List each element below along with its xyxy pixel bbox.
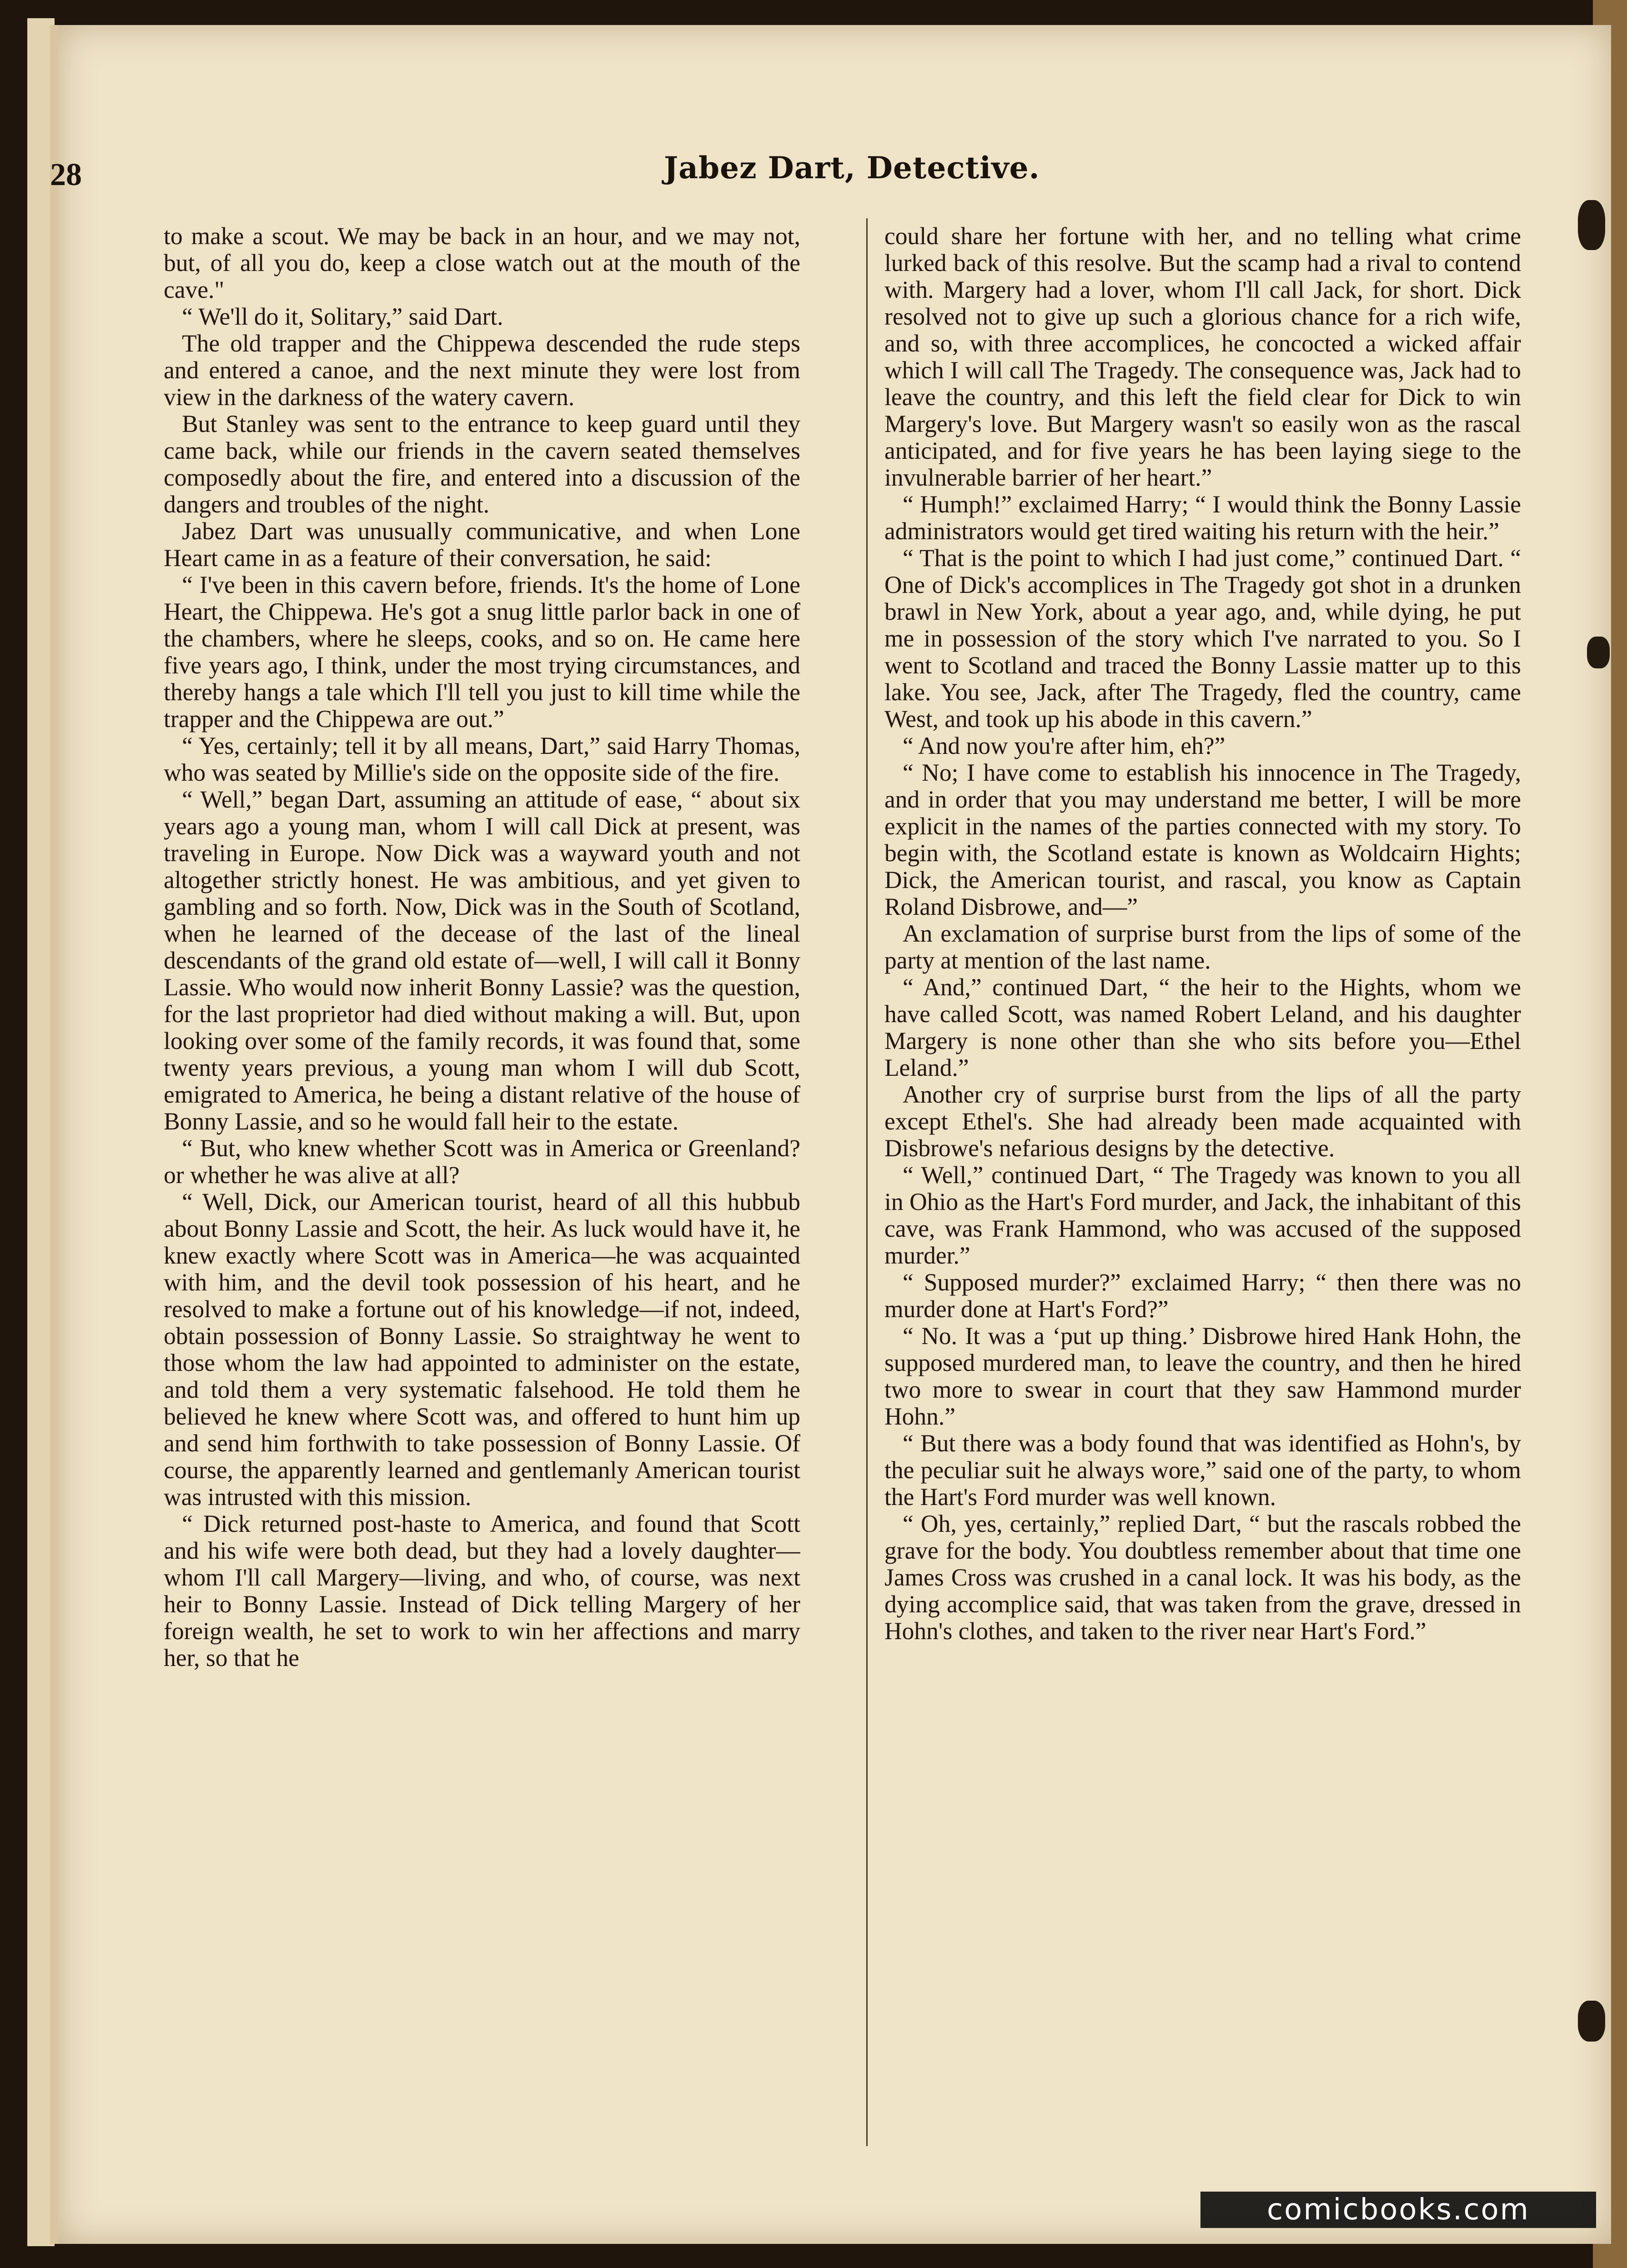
left-text-column: [164, 223, 800, 2146]
paragraph: to make a scout. We may be back in an hour, and we may not, but, of all you do, keep a close watch out at the mouth of the cave.": [164, 223, 800, 303]
paragraph: An exclamation of surprise burst from the lips of some of the party at mention of the last name.: [884, 920, 1521, 974]
paragraph: “ Dick returned post-haste to America, and found that Scott and his wife were both dead, but they had a lovely daughter—whom I'll call Margery—living, and who, of course, was next heir to Bonny Lassie. Instead of Dick telling Margery of her foreign wealth, he set to work to win her affections and marry her, so that he: [164, 1510, 800, 1671]
paragraph: “ Supposed murder?” exclaimed Harry; “ then there was no murder done at Hart's Ford?”: [884, 1269, 1521, 1323]
paragraph: “ Well,” began Dart, assuming an attitude of ease, “ about six years ago a young man, whom I will call Dick at present, was traveling in Europe. Now Dick was a wayward youth and not altogether strictly honest. He was ambitious, and yet given to gambling and so forth. Now, Dick was in the South of Scotland, when he learned of the decease of the last of the lineal descendants of the grand old estate of—well, I will call it Bonny Lassie. Who would now inherit Bonny Lassie? was the question, for the last proprietor had died without making a will. But, upon looking over some of the family records, it was found that, some twenty years previous, a young man whom I will dub Scott, emigrated to America, he being a distant relative of the house of Bonny Lassie, and so he would fall heir to the estate.: [164, 786, 800, 1135]
paragraph: “ And now you're after him, eh?”: [903, 732, 1225, 759]
paragraph: “ That is the point to which I had just come,” continued Dart. “ One of Dick's accomplices in The Tragedy got shot in a drunken brawl in New York, about a year ago, and, while dying, he put me in possession of the story which I've narrated to you. So I went to Scotland and traced the Bonny Lassie matter up to this lake. You see, Jack, after The Tragedy, fled the country, came West, and took up his abode in this cavern.”: [884, 544, 1521, 733]
paragraph: “ And,” continued Dart, “ the heir to the Hights, whom we have called Scott, was named Robert Leland, and his daughter Margery is none other than she who sits before you—Ethel Leland.”: [884, 973, 1521, 1081]
paragraph: “ Well,” continued Dart, “ The Tragedy was known to you all in Ohio as the Hart's Ford murder, and Jack, the inhabitant of this cave, was Frank Hammond, who was accused of the supposed murder.”: [884, 1161, 1521, 1269]
running-title: Jabez Dart, Detective.: [664, 150, 1040, 186]
paragraph: Another cry of surprise burst from the lips of all the party except Ethel's. She had already been made acquainted with Disbrowe's nefarious designs by the detective.: [884, 1081, 1521, 1162]
paragraph: “ We'll do it, Solitary,” said Dart.: [182, 303, 503, 330]
right-text-column: [884, 223, 1521, 2146]
paragraph: “ But there was a body found that was identified as Hohn's, by the peculiar suit he always wore,” said one of the party, to whom the Hart's Ford murder was well known.: [884, 1430, 1521, 1510]
paragraph: But Stanley was sent to the entrance to keep guard until they came back, while our friends in the cavern seated themselves composedly about the fire, and entered into a discussion of the dangers and troubles of the night.: [164, 410, 800, 518]
paragraph: The old trapper and the Chippewa descended the rude steps and entered a canoe, and the next minute they were lost from view in the darkness of the watery cavern.: [164, 330, 800, 411]
paragraph: “ Humph!” exclaimed Harry; “ I would think the Bonny Lassie administrators would get tired waiting his return with the heir.”: [884, 491, 1521, 545]
paragraph: Jabez Dart was unusually communicative, and when Lone Heart came in as a feature of their conversation, he said:: [164, 517, 800, 572]
ink-blot: [1587, 637, 1610, 668]
paragraph: could share her fortune with her, and no telling what crime lurked back of this resolve. But the scamp had a rival to contend with. Margery had a lover, whom I'll call Jack, for short. Dick resolved not to give up such a glorious chance for a rich wife, and so, with three accomplices, he concocted a wicked affair which I will call The Tragedy. The consequence was, Jack had to leave the country, and this left the field clear for Dick to win Margery's love. But Margery wasn't so easily won as the rascal anticipated, and for five years he has been laying siege to the invulnerable barrier of her heart.”: [884, 223, 1521, 491]
page-number: 28: [50, 157, 82, 192]
paragraph: “ Oh, yes, certainly,” replied Dart, “ but the rascals robbed the grave for the body. You doubtless remember about that time one James Cross was crushed in a canal lock. It was his body, as the dying accomplice said, that was taken from the grave, dressed in Hohn's clothes, and taken to the river near Hart's Ford.”: [884, 1510, 1521, 1645]
paragraph: “ Yes, certainly; tell it by all means, Dart,” said Harry Thomas, who was seated by Millie's side on the opposite side of the fire.: [164, 732, 800, 786]
column-rule: [866, 218, 868, 2146]
paragraph: “ I've been in this cavern before, friends. It's the home of Lone Heart, the Chippewa. He's got a snug little parlor back in one of the chambers, where he sleeps, cooks, and so on. He came here five years ago, I think, under the most trying circumstances, and thereby hangs a tale which I'll tell you just to kill time while the trapper and the Chippewa are out.”: [164, 571, 800, 733]
paragraph: “ No. It was a ‘put up thing.’ Disbrowe hired Hank Hohn, the supposed murdered man, to leave the country, and then he hired two more to swear in court that they saw Hammond murder Hohn.”: [884, 1322, 1521, 1430]
ink-blot: [1578, 2001, 1605, 2042]
paragraph: “ No; I have come to establish his innocence in The Tragedy, and in order that you may understand me better, I will be more explicit in the names of the parties connected with my story. To begin with, the Scotland estate is known as Woldcairn Hights; Dick, the American tourist, and rascal, you know as Captain Roland Disbrowe, and—”: [884, 759, 1521, 920]
watermark: comicbooks.com: [1200, 2192, 1596, 2228]
paragraph: “ Well, Dick, our American tourist, heard of all this hubbub about Bonny Lassie and Scott, the heir. As luck would have it, he knew exactly where Scott was in America—he was acquainted with him, and the devil took possession of his heart, and he resolved to make a fortune out of his knowledge—if not, indeed, obtain possession of Bonny Lassie. So straightway he went to those whom the law had appointed to administer on the estate, and told them a very systematic falsehood. He told them he believed he knew where Scott was, and offered to hunt him up and send him forthwith to take possession of Bonny Lassie. Of course, the apparently learned and gentlemanly American tourist was intrusted with this mission.: [164, 1188, 800, 1510]
paragraph: “ But, who knew whether Scott was in America or Greenland? or whether he was alive at all?: [164, 1134, 800, 1189]
ink-blot: [1578, 200, 1605, 250]
